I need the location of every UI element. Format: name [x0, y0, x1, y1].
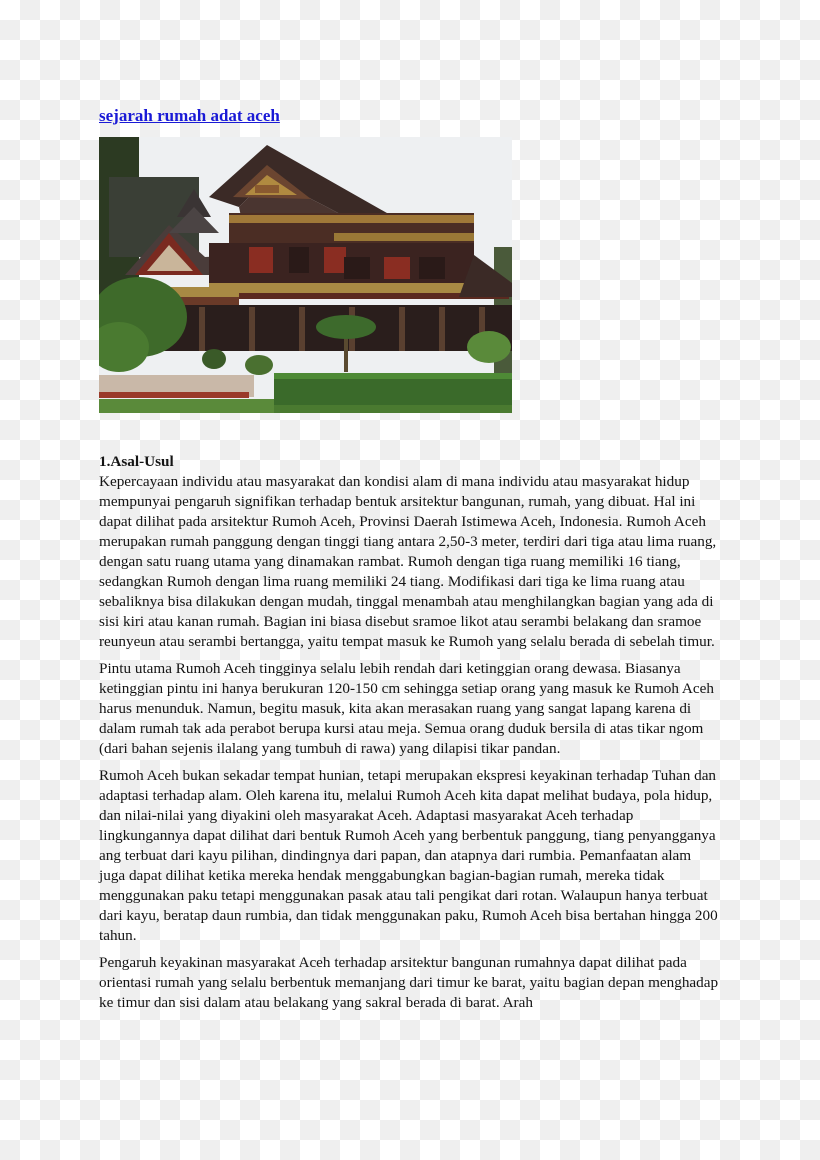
title-link[interactable]: sejarah rumah adat aceh — [99, 106, 280, 125]
paragraph-3: Rumoh Aceh bukan sekadar tempat hunian, tetapi merupakan ekspresi keyakinan terhadap Tuhan dan adaptasi terhadap alam. Oleh karena itu, melalui Rumoh Aceh kita dapat melihat budaya, pola hidup, dan nilai-nilai yang diyakini oleh masyarakat Aceh. Adaptasi masyarakat Aceh terhadap lingkungannya dapat dilihat dari bentuk Rumoh Aceh yang berbentuk panggung, tiang penyangganya ang terbuat dari kayu pilihan, dindingnya dari papan, dan atapnya dari rumbia. Pemanfaatan alam juga dapat dilihat ketika mereka hendak menggabungkan bagian-bagian rumah, mereka tidak menggunakan paku tetapi menggunakan pasak atau tali pengikat dari rotan. Walaupun hanya terbuat dari kayu, beratap daun rumbia, dan tidak menggunakan paku, Rumoh Aceh bisa bertahan hingga 200 tahun. — [99, 767, 718, 944]
paragraph-2: Pintu utama Rumoh Aceh tingginya selalu lebih rendah dari ketinggian orang dewasa. Biasanya ketinggian pintu ini hanya berukuran 120-150 cm sehingga setiap orang yang masuk ke Rumoh Aceh harus menunduk. Namun, begitu masuk, kita akan merasakan ruang yang sangat lapang karena di dalam rumah tak ada perabot berupa kursi atau meja. Semua orang duduk bersila di atas tikar ngom (dari bahan sejenis ilalang yang tumbuh di rawa) yang dilapisi tikar pandan. — [99, 660, 714, 757]
paragraph-4: Pengaruh keyakinan masyarakat Aceh terhadap arsitektur bangunan rumahnya dapat dilihat pada orientasi rumah yang selalu berbentuk memanjang dari timur ke barat, yaitu bagian depan menghadap ke timur dan sisi dalam atau belakang yang sakral berada di barat. Arah — [99, 954, 719, 1011]
house-illustration — [99, 137, 512, 413]
article-body — [99, 452, 721, 1020]
rumoh-aceh-photo — [99, 137, 512, 413]
section-heading: 1.Asal-Usul — [99, 453, 174, 470]
paragraph-1: Kepercayaan individu atau masyarakat dan kondisi alam di mana individu atau masyarakat hidup mempunyai pengaruh signifikan terhadap bentuk arsitektur bangunan, rumah, yang dibuat. Hal ini dapat dilihat pada arsitektur Rumoh Aceh, Provinsi Daerah Istimewa Aceh, Indonesia. Rumoh Aceh merupakan rumah panggung dengan tinggi tiang antara 2,50-3 meter, terdiri dari tiga atau lima ruang, dengan satu ruang utama yang dinamakan rambat. Rumoh dengan tiga ruang memiliki 16 tiang, sedangkan Rumoh dengan lima ruang memiliki 24 tiang. Modifikasi dari tiga ke lima ruang atau sebaliknya bisa dilakukan dengan mudah, tinggal menambah atau menghilangkan bagian yang ada di sisi kiri atau kanan rumah. Bagian ini biasa disebut sramoe likot atau serambi belakang dan sramoe reunyeun atau serambi bertangga, yaitu tempat masuk ke Rumoh yang selalu berada di sebelah timur. — [99, 473, 717, 650]
